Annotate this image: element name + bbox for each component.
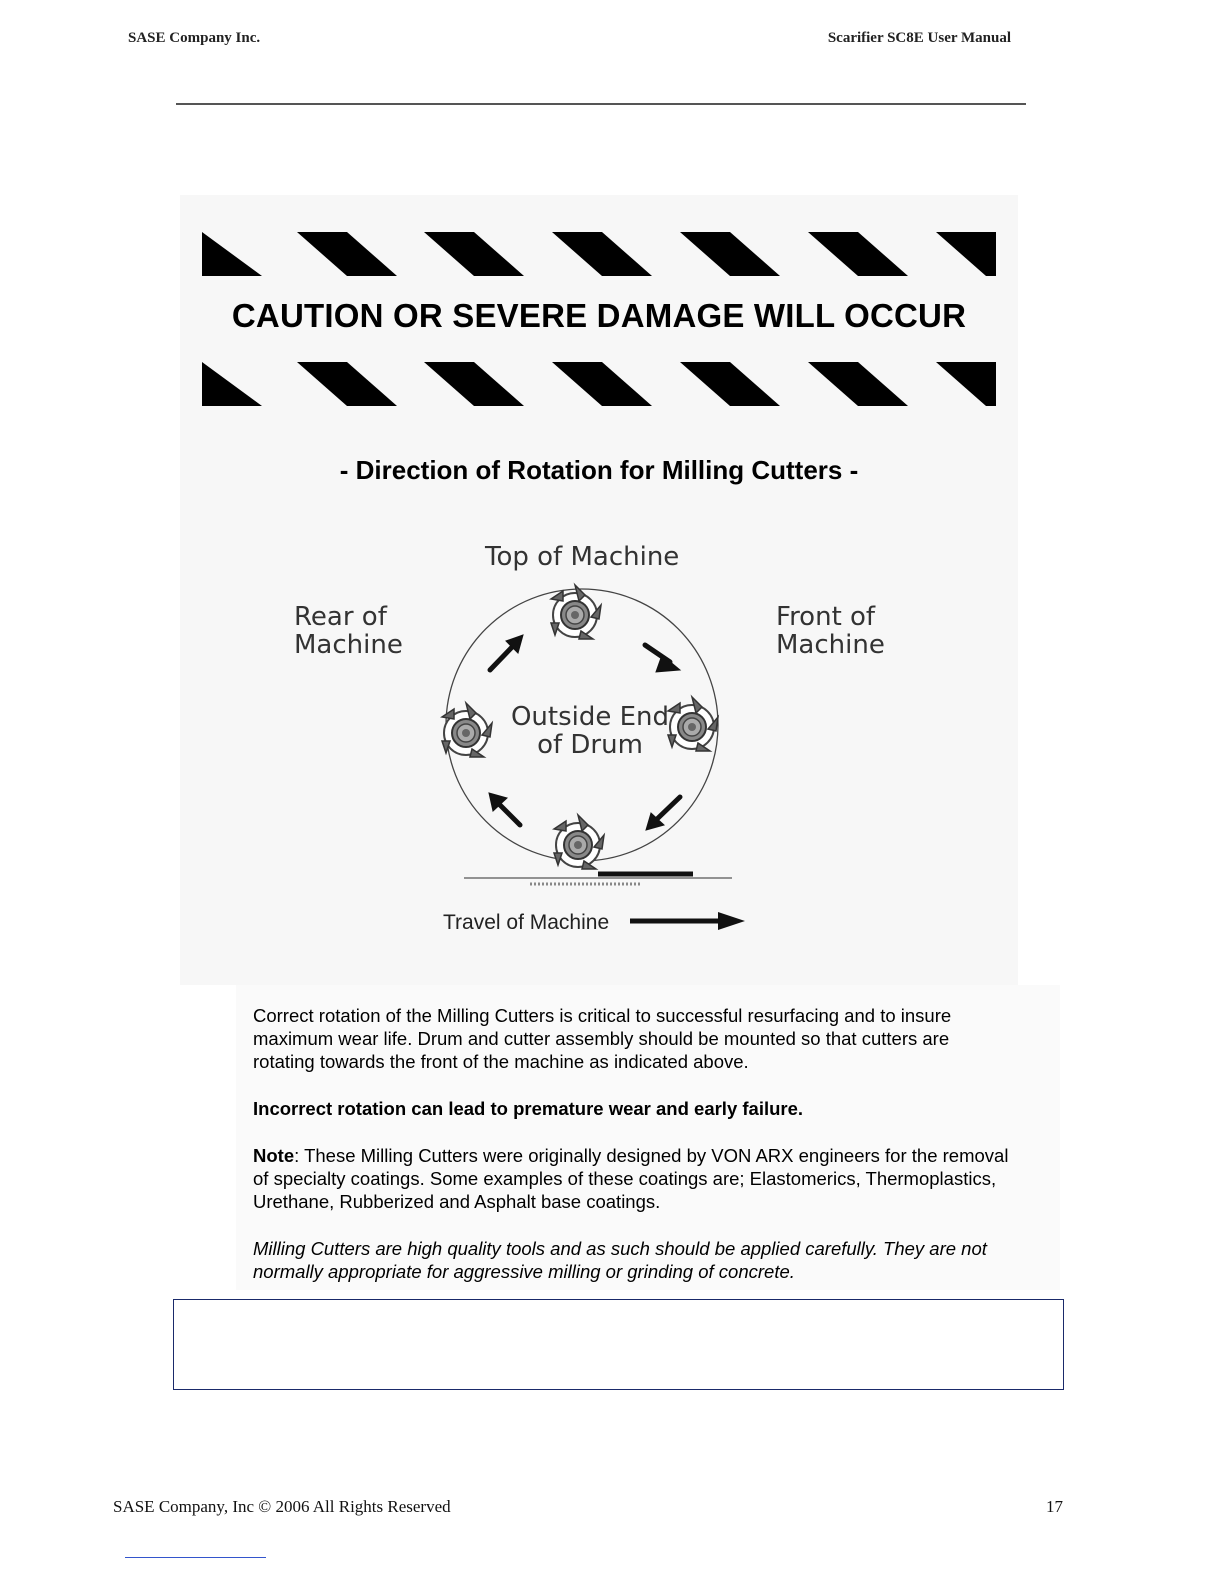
hazard-stripes-top bbox=[202, 232, 1008, 276]
travel-arrow-head bbox=[718, 912, 745, 930]
header-divider bbox=[176, 103, 1026, 105]
paragraph-warning: Incorrect rotation can lead to premature wear and early failure. bbox=[253, 1098, 804, 1119]
header-company: SASE Company Inc. bbox=[128, 30, 261, 46]
header-manual-title: Scarifier SC8E User Manual bbox=[827, 30, 1011, 46]
label-rear-line-2: Machine bbox=[294, 630, 403, 660]
label-center-line-2: of Drum bbox=[537, 730, 643, 760]
footer-page-number: 17 bbox=[1046, 1497, 1063, 1516]
label-travel-of-machine: Travel of Machine bbox=[443, 911, 610, 934]
hazard-stripes-bottom bbox=[202, 362, 1008, 406]
label-top-of-machine: Top of Machine bbox=[485, 542, 680, 572]
label-outside-end-of-drum bbox=[500, 703, 680, 759]
bottom-link-underline[interactable] bbox=[125, 1557, 266, 1558]
note-label: Note bbox=[253, 1145, 295, 1166]
note-text: : These Milling Cutters were originally designed by VON ARX engineers for the removal of specialty coatings. Some examples of these coatings are; Elastomerics, Thermoplastics, Urethane, Rubberized and Asphalt base coatings. bbox=[253, 1145, 1009, 1212]
rotation-title: - Direction of Rotation for Milling Cutters - bbox=[339, 455, 859, 485]
cutter-top bbox=[551, 585, 601, 639]
paragraph-note bbox=[253, 1144, 1013, 1213]
cutter-left bbox=[442, 703, 492, 757]
empty-frame bbox=[173, 1299, 1064, 1390]
label-center-line-1: Outside End bbox=[510, 702, 670, 732]
cutter-bottom bbox=[554, 815, 604, 869]
paragraph-usage: Milling Cutters are high quality tools and as such should be applied carefully. They are not normally appropriate for aggressive milling or grinding of concrete. bbox=[253, 1238, 987, 1282]
label-front-line-2: Machine bbox=[776, 630, 885, 660]
footer-copyright: SASE Company, Inc © 2006 All Rights Reserved bbox=[113, 1497, 451, 1516]
rotation-diagram bbox=[280, 535, 920, 945]
caution-heading: CAUTION OR SEVERE DAMAGE WILL OCCUR bbox=[231, 297, 967, 334]
label-rear-of-machine bbox=[294, 603, 403, 659]
paragraph-rotation: Correct rotation of the Milling Cutters is critical to successful resurfacing and to insure maximum wear life. Drum and cutter assembly should be mounted so that cutters are rotating towards the front of the machine as indicated above. bbox=[253, 1005, 952, 1072]
label-rear-line-1: Rear of bbox=[294, 602, 387, 632]
label-front-of-machine bbox=[776, 603, 885, 659]
label-front-line-1: Front of bbox=[776, 602, 876, 632]
